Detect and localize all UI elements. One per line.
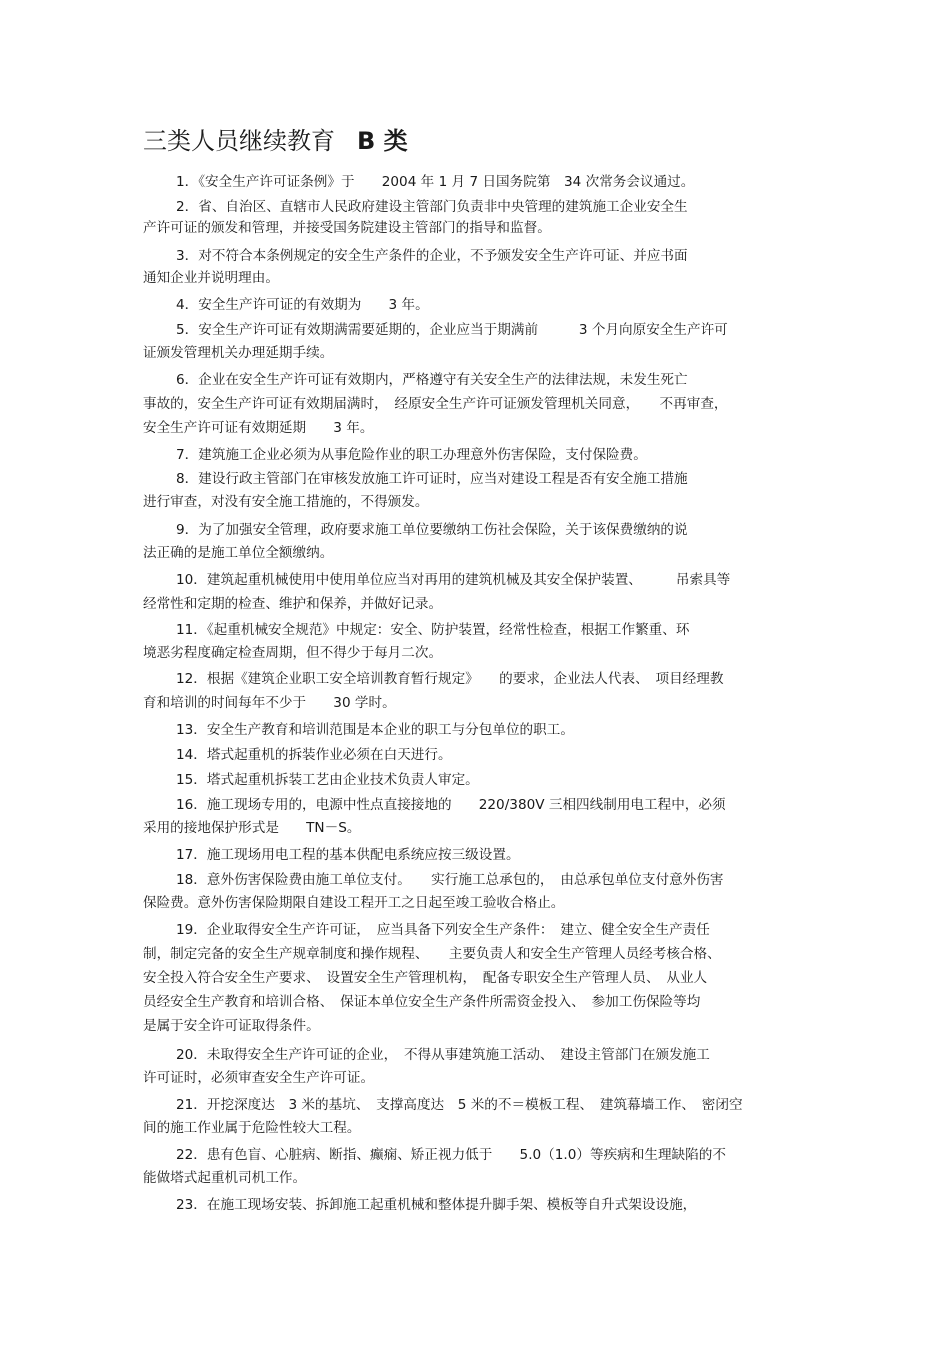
item-13-line-1: 13．安全生产教育和培训范围是本企业的职工与分包单位的职工。: [176, 722, 574, 738]
item-19-line-2: 制，制定完备的安全生产规章制度和操作规程、 主要负责人和安全生产管理人员经考核合格、: [143, 946, 721, 962]
item-17-line-1: 17．施工现场用电工程的基本供配电系统应按三级设置。: [176, 847, 520, 863]
item-8-line-2: 进行审查，对没有安全施工措施的，不得颁发。: [143, 494, 429, 510]
item-20-line-1: 20．未取得安全生产许可证的企业， 不得从事建筑施工活动、 建设主管部门在颁发施工: [176, 1047, 710, 1063]
item-1-line-1: 1．《安全生产许可证条例》于 2004 年 1 月 7 日国务院第 34 次常务会议通过。: [176, 174, 695, 190]
item-5-line-1: 5．安全生产许可证有效期满需要延期的，企业应当于期满前 3 个月向原安全生产许可: [176, 322, 728, 338]
title-suffix: B 类: [357, 127, 408, 155]
item-22-line-1: 22．患有色盲、心脏病、断指、癫痫、矫正视力低于 5.0（1.0）等疾病和生理缺陷的不: [176, 1147, 726, 1163]
item-11-line-2: 境恶劣程度确定检查周期，但不得少于每月二次。: [143, 645, 443, 661]
item-4-line-1: 4．安全生产许可证的有效期为 3 年。: [176, 297, 429, 313]
item-7-line-1: 7．建筑施工企业必须为从事危险作业的职工办理意外伤害保险，支付保险费。: [176, 447, 647, 463]
item-16-line-1: 16．施工现场专用的，电源中性点直接接地的 220/380V 三相四线制用电工程中，必须: [176, 797, 726, 813]
item-10-line-2: 经常性和定期的检查、维护和保养，并做好记录。: [143, 596, 443, 612]
item-6-line-2: 事故的，安全生产许可证有效期届满时， 经原安全生产许可证颁发管理机关同意， 不再审查，: [143, 396, 728, 412]
item-19-line-1: 19．企业取得安全生产许可证， 应当具备下列安全生产条件： 建立、健全安全生产责任: [176, 922, 710, 938]
item-9-line-1: 9．为了加强安全管理，政府要求施工单位要缴纳工伤社会保险，关于该保费缴纳的说: [176, 522, 688, 538]
item-3-line-1: 3．对不符合本条例规定的安全生产条件的企业，不予颁发安全生产许可证、并应书面: [176, 248, 688, 264]
item-16-line-2: 采用的接地保护形式是 TN－S。: [143, 820, 361, 836]
item-23-line-1: 23．在施工现场安装、拆卸施工起重机械和整体提升脚手架、模板等自升式架设设施，: [176, 1197, 697, 1213]
item-12-line-1: 12．根据《建筑企业职工安全培训教育暂行规定》 的要求，企业法人代表、 项目经理教: [176, 671, 724, 687]
item-22-line-2: 能做塔式起重机司机工作。: [143, 1170, 307, 1186]
item-18-line-1: 18．意外伤害保险费由施工单位支付。 实行施工总承包的， 由总承包单位支付意外伤害: [176, 872, 724, 888]
item-19-line-3: 安全投入符合安全生产要求、 设置安全生产管理机构， 配备专职安全生产管理人员、 从业人: [143, 970, 708, 986]
item-9-line-2: 法正确的是施工单位全额缴纳。: [143, 545, 334, 561]
item-10-line-1: 10．建筑起重机械使用中使用单位应当对再用的建筑机械及其安全保护装置、 吊索具等: [176, 572, 731, 588]
item-21-line-1: 21．开挖深度达 3 米的基坑、 支撑高度达 5 米的不＝模板工程、 建筑幕墙工作、 密闭空: [176, 1097, 743, 1113]
item-12-line-2: 育和培训的时间每年不少于 30 学时。: [143, 695, 396, 711]
document-title: [143, 125, 408, 157]
item-5-line-2: 证颁发管理机关办理延期手续。: [143, 345, 334, 361]
item-15-line-1: 15．塔式起重机拆装工艺由企业技术负责人审定。: [176, 772, 479, 788]
item-6-line-3: 安全生产许可证有效期延期 3 年。: [143, 420, 374, 436]
item-8-line-1: 8．建设行政主管部门在审核发放施工许可证时，应当对建设工程是否有安全施工措施: [176, 471, 688, 487]
item-2-line-2: 产许可证的颁发和管理，并接受国务院建设主管部门的指导和监督。: [143, 220, 551, 236]
item-11-line-1: 11．《起重机械安全规范》中规定：安全、防护装置，经常性检查，根据工作繁重、环: [176, 622, 690, 638]
item-14-line-1: 14．塔式起重机的拆装作业必须在白天进行。: [176, 747, 452, 763]
item-6-line-1: 6．企业在安全生产许可证有效期内，严格遵守有关安全生产的法律法规，未发生死亡: [176, 372, 688, 388]
item-20-line-2: 许可证时，必须审查安全生产许可证。: [143, 1070, 375, 1086]
item-21-line-2: 间的施工作业属于危险性较大工程。: [143, 1120, 361, 1136]
item-2-line-1: 2．省、自治区、直辖市人民政府建设主管部门负责非中央管理的建筑施工企业安全生: [176, 199, 688, 215]
item-3-line-2: 通知企业并说明理由。: [143, 270, 279, 286]
item-19-line-4: 员经安全生产教育和培训合格、 保证本单位安全生产条件所需资金投入、 参加工伤保险等均: [143, 994, 701, 1010]
title-text: 三类人员继续教育: [143, 127, 335, 155]
item-18-line-2: 保险费。意外伤害保险期限自建设工程开工之日起至竣工验收合格止。: [143, 895, 565, 911]
item-19-line-5: 是属于安全许可证取得条件。: [143, 1018, 320, 1034]
